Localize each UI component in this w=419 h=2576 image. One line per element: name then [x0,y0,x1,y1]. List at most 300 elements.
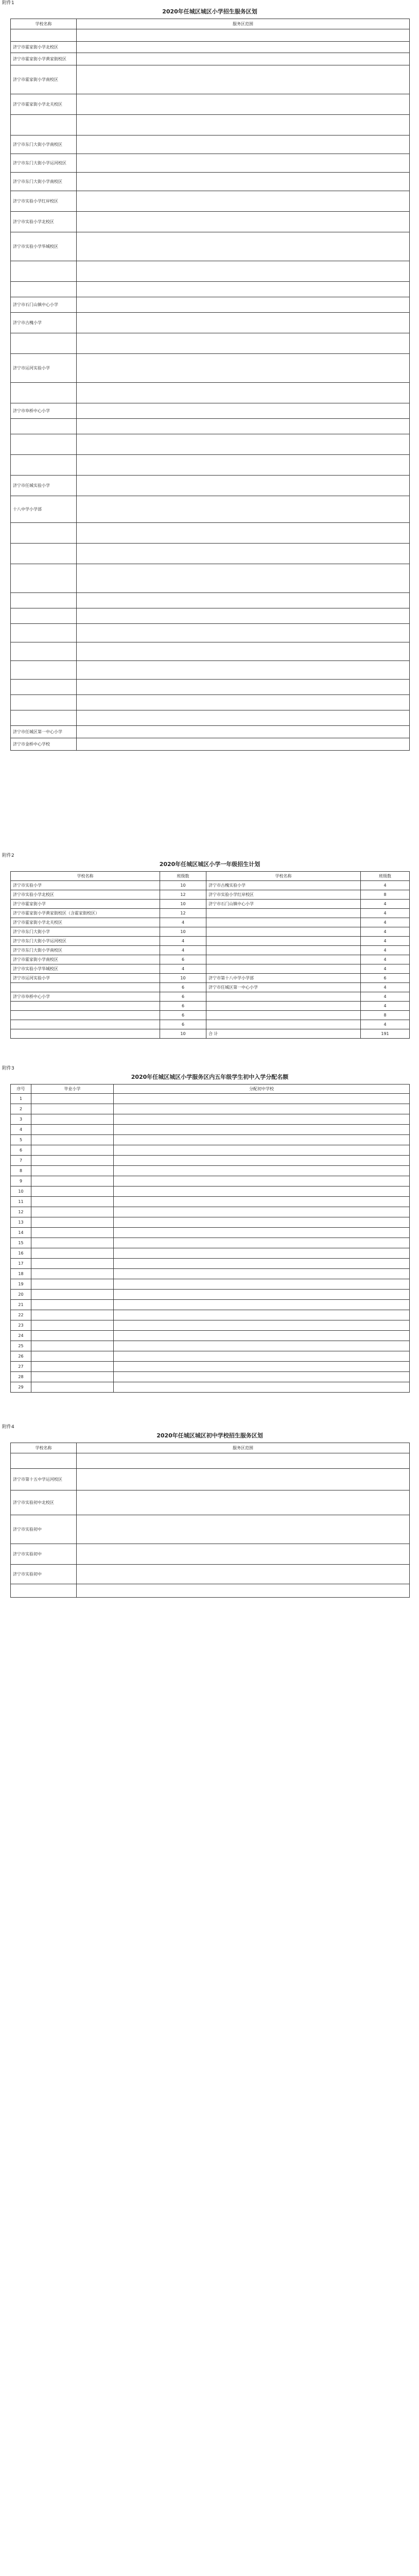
table-row [11,1259,410,1269]
table-cell [31,1125,114,1135]
table-cell [114,1104,410,1114]
table-cell: 12 [11,1207,31,1217]
table-cell [11,608,77,624]
table-row [11,1238,410,1248]
table-cell [206,1011,361,1020]
table-cell [11,1453,77,1469]
table-cell: 4 [361,927,410,937]
table-cell: 26 [11,1351,31,1362]
table-row [11,297,410,313]
table-cell [77,154,410,173]
table-cell [77,624,410,642]
table-row [11,992,410,1002]
table-cell [11,661,77,680]
table-row [11,927,410,937]
table-cell [206,909,361,918]
table-row [11,115,410,135]
column-header: 服务区范围 [77,19,410,29]
table-row [11,1020,410,1029]
table-cell [31,1156,114,1166]
table-row [11,955,410,964]
table-cell [206,918,361,927]
table-cell: 济宁市实验初中 [11,1565,77,1584]
table-cell [114,1228,410,1238]
table-cell: 10 [160,927,206,937]
table-cell [31,1217,114,1228]
table-cell [11,695,77,710]
table-cell: 4 [160,946,206,955]
table-cell [11,115,77,135]
table-cell [114,1310,410,1320]
table-cell: 9 [11,1176,31,1187]
table-cell: 济宁市实验小学华城校区 [11,232,77,261]
table-cell [11,333,77,354]
table-row [11,232,410,261]
table-row [11,29,410,42]
table-cell [77,354,410,383]
table-row [11,419,410,434]
table-cell [31,1135,114,1145]
table-cell [11,642,77,661]
table-row [11,1166,410,1176]
table-row [11,313,410,333]
table-cell: 济宁市运河实验小学 [11,354,77,383]
table-row [11,383,410,403]
table-row [11,661,410,680]
table-row [11,333,410,354]
table-row [11,909,410,918]
table-cell [31,1269,114,1279]
table-row [11,1320,410,1331]
table-cell [31,1290,114,1300]
table-cell: 25 [11,1341,31,1351]
table-cell [114,1094,410,1104]
table-cell: 13 [11,1217,31,1228]
table-row [11,593,410,608]
table-cell [11,983,160,992]
table-cell: 191 [361,1029,410,1039]
table-cell [77,191,410,212]
table-cell [31,1166,114,1176]
attachment-3 [0,1065,419,1405]
table-cell [114,1156,410,1166]
table-cell [77,642,410,661]
table-cell [77,261,410,282]
table-cell: 济宁市霍家街小学北关校区 [11,918,160,927]
table-cell [114,1145,410,1156]
table-row [11,1228,410,1238]
table-row [11,1002,410,1011]
table-row [11,191,410,212]
table-cell [77,403,410,419]
table-cell: 8 [11,1166,31,1176]
table-cell [77,94,410,115]
table-cell: 济宁市东门大街小学南校区 [11,135,77,154]
table-cell: 17 [11,1259,31,1269]
table-cell: 4 [361,946,410,955]
table-cell: 11 [11,1197,31,1207]
table-cell: 7 [11,1156,31,1166]
table-cell [206,927,361,937]
table-cell [77,455,410,476]
table-row [11,1248,410,1259]
table-cell: 4 [361,909,410,918]
table-cell: 济宁市任城实验小学 [11,476,77,496]
table-cell [77,53,410,65]
table-cell [77,282,410,297]
table-row [11,261,410,282]
table-cell: 济宁市东门大街小学 [11,927,160,937]
table-cell: 14 [11,1228,31,1238]
table-row [11,680,410,695]
table-cell: 16 [11,1248,31,1259]
table-row [11,1469,410,1490]
table-cell [77,1515,410,1544]
table-cell [11,261,77,282]
table-row [11,544,410,564]
table-cell [77,434,410,455]
table-cell: 济宁市东门大街小学运河校区 [11,154,77,173]
table-cell: 15 [11,1238,31,1248]
table-row [11,1290,410,1300]
table-cell: 济宁市霍家街小学北校区 [11,42,77,53]
table-cell [11,564,77,593]
table-row [11,624,410,642]
table-row [11,403,410,419]
table-cell [11,29,77,42]
table-cell: 济宁市实验小学北校区 [11,212,77,232]
table-row [11,1351,410,1362]
table-cell [11,593,77,608]
table-cell: 6 [160,1020,206,1029]
table-row [11,1279,410,1290]
table-row [11,1145,410,1156]
table-cell [77,726,410,738]
table-cell [206,1002,361,1011]
table-cell [77,710,410,726]
table-cell [114,1290,410,1300]
table-cell [31,1114,114,1125]
table-cell [11,544,77,564]
table-row [11,1187,410,1197]
table-row [11,65,410,94]
table-row [11,881,410,890]
table-cell [77,232,410,261]
table-cell [77,173,410,191]
table-cell [77,608,410,624]
table-cell [31,1351,114,1362]
table-cell [77,593,410,608]
table-cell: 济宁市第十八中学小学部 [206,974,361,983]
table-cell [77,135,410,154]
table-cell: 济宁市石门山镇中心小学 [206,900,361,909]
table-cell [114,1341,410,1351]
table-row [11,282,410,297]
table-cell [77,476,410,496]
table-cell: 济宁市实验小学 [11,881,160,890]
table-cell: 5 [11,1135,31,1145]
table-cell [114,1362,410,1372]
table-cell [31,1300,114,1310]
table-cell: 27 [11,1362,31,1372]
table-cell: 6 [361,974,410,983]
table-row [11,496,410,523]
table-cell [114,1125,410,1135]
table-cell [31,1145,114,1156]
table-cell [31,1197,114,1207]
table-cell [77,523,410,544]
table-cell: 6 [160,1002,206,1011]
table-cell [11,383,77,403]
table-row [11,1156,410,1166]
table-cell: 8 [361,1011,410,1020]
table-cell [77,1565,410,1584]
table-cell [11,419,77,434]
column-header: 班级数 [160,872,206,881]
table-cell [31,1176,114,1187]
table-row [11,154,410,173]
table-row [11,42,410,53]
table-cell: 10 [11,1187,31,1197]
column-header: 学校名称 [11,872,160,881]
table-cell [11,434,77,455]
table-cell [114,1197,410,1207]
column-header: 服务区范围 [77,1443,410,1453]
attachment-label: 附件2 [2,853,14,858]
table-cell [114,1320,410,1331]
table-cell [77,333,410,354]
table-cell [31,1331,114,1341]
table-cell [114,1279,410,1290]
table-cell: 济宁市运河实验小学 [11,974,160,983]
table-cell [11,710,77,726]
table-row [11,937,410,946]
table-cell [31,1310,114,1320]
table-row [11,1490,410,1515]
table-cell [77,212,410,232]
table-cell [31,1341,114,1351]
column-header: 学校名称 [11,19,77,29]
table-cell [77,695,410,710]
table-row [11,1114,410,1125]
table-cell: 4 [11,1125,31,1135]
table-cell [206,992,361,1002]
enrollment-plan-table [10,871,410,1039]
attachment-label: 附件3 [2,1066,14,1071]
table-row [11,738,410,751]
table-cell: 10 [160,1029,206,1039]
table-cell [31,1228,114,1238]
table-cell [11,282,77,297]
table-cell: 十八中学小学部 [11,496,77,523]
table-cell: 10 [160,881,206,890]
table-cell: 6 [160,992,206,1002]
table-row [11,1029,410,1039]
table-cell [77,1584,410,1598]
table-cell: 济宁市第十五中学运河校区 [11,1469,77,1490]
table-cell: 济宁市实验初中 [11,1544,77,1565]
table-title: 2020年任城区城区小学服务区内五年级学生初中入学分配名额 [131,1074,289,1080]
table-cell [114,1248,410,1259]
table-cell: 8 [361,890,410,900]
table-cell: 28 [11,1372,31,1382]
table-cell: 济宁市古槐实验小学 [206,881,361,890]
table-cell: 20 [11,1290,31,1300]
table-row [11,726,410,738]
table-cell [11,455,77,476]
table-row [11,1453,410,1469]
table-cell: 10 [160,974,206,983]
table-cell [31,1248,114,1259]
table-cell [11,680,77,695]
table-cell [77,42,410,53]
table-row [11,1094,410,1104]
table-cell: 济宁市霍家街小学黄家街校区 [11,53,77,65]
column-header: 班级数 [361,872,410,881]
table-row [11,1217,410,1228]
table-row [11,890,410,900]
table-cell: 12 [160,890,206,900]
table-row [11,1310,410,1320]
table-cell: 济宁市实验小学华城校区 [11,964,160,974]
table-row [11,1207,410,1217]
table-row [11,564,410,593]
table-cell [114,1382,410,1393]
table-title: 2020年任城区城区小学招生服务区划 [162,8,257,15]
attachment-4 [0,1424,419,1589]
table-row [11,53,410,65]
table-cell: 4 [361,918,410,927]
table-cell [77,1453,410,1469]
table-row [11,354,410,383]
table-row [11,710,410,726]
table-cell: 4 [361,900,410,909]
table-cell [114,1135,410,1145]
table-cell: 济宁市东门大街小学南校区 [11,173,77,191]
table-cell: 济宁市东门大街小学南校区 [11,946,160,955]
middle-school-allocation-table [10,1084,410,1393]
column-header: 序号 [11,1084,31,1094]
table-cell: 2 [11,1104,31,1114]
column-header: 学校名称 [206,872,361,881]
table-cell [77,297,410,313]
table-cell: 19 [11,1279,31,1290]
table-row [11,1176,410,1187]
table-row [11,918,410,927]
table-cell: 济宁市任城区第一中心小学 [206,983,361,992]
table-cell: 济宁市霍家街小学北关校区 [11,94,77,115]
table-row [11,1125,410,1135]
table-cell [77,544,410,564]
table-row [11,212,410,232]
table-cell: 6 [160,955,206,964]
table-cell [114,1187,410,1197]
table-cell: 4 [361,881,410,890]
table-row [11,1515,410,1544]
table-row [11,1197,410,1207]
table-cell [31,1094,114,1104]
table-cell: 4 [160,937,206,946]
table-cell: 济宁市实验小学红岸校区 [206,890,361,900]
table-cell: 6 [160,983,206,992]
table-cell [77,661,410,680]
table-cell: 济宁市古槐小学 [11,313,77,333]
table-cell [11,1002,160,1011]
table-row [11,608,410,624]
table-cell [114,1176,410,1187]
table-cell [77,115,410,135]
table-cell: 济宁市东门大街小学运河校区 [11,937,160,946]
table-cell: 12 [160,909,206,918]
table-cell [11,1584,77,1598]
table-cell: 济宁市霍家街小学黄家街校区（含霍家街校区） [11,909,160,918]
table-row [11,1362,410,1372]
table-cell: 29 [11,1382,31,1393]
table-cell [31,1362,114,1372]
table-cell: 4 [361,1020,410,1029]
table-cell [11,1011,160,1020]
table-row [11,642,410,661]
attachment-label: 附件4 [2,1425,14,1430]
table-cell: 23 [11,1320,31,1331]
table-row [11,900,410,909]
table-cell: 4 [361,937,410,946]
table-cell [31,1238,114,1248]
table-cell: 济宁市金桥中心学校 [11,738,77,751]
table-row [11,983,410,992]
table-cell [114,1207,410,1217]
attachment-2 [0,853,419,1048]
table-cell [114,1372,410,1382]
table-cell: 4 [160,918,206,927]
table-cell [31,1320,114,1331]
table-cell [114,1217,410,1228]
table-row [11,946,410,955]
table-cell: 济宁市阜桥中心小学 [11,992,160,1002]
table-cell [77,738,410,751]
table-row [11,173,410,191]
table-cell: 6 [11,1145,31,1156]
table-cell [114,1351,410,1362]
table-cell: 济宁市实验初中 [11,1515,77,1544]
column-header: 毕业小学 [31,1084,114,1094]
table-cell: 22 [11,1310,31,1320]
table-row [11,135,410,154]
table-cell: 济宁市实验初中北校区 [11,1490,77,1515]
table-cell [77,680,410,695]
table-cell [114,1269,410,1279]
table-cell: 济宁市实验小学红岸校区 [11,191,77,212]
attachment-1 [0,0,419,837]
table-cell [206,1020,361,1029]
table-cell [206,946,361,955]
table-row [11,434,410,455]
table-row [11,964,410,974]
table-cell: 济宁市霍家街小学 [11,900,160,909]
district-table-middle [10,1443,410,1598]
table-cell: 1 [11,1094,31,1104]
table-cell: 济宁市霍家街小学南校区 [11,955,160,964]
table-row [11,1011,410,1020]
table-cell: 10 [160,900,206,909]
table-cell [77,419,410,434]
table-row [11,1341,410,1351]
table-cell [77,313,410,333]
table-cell: 18 [11,1269,31,1279]
table-cell [77,496,410,523]
district-table-primary [10,19,410,751]
table-cell [31,1382,114,1393]
